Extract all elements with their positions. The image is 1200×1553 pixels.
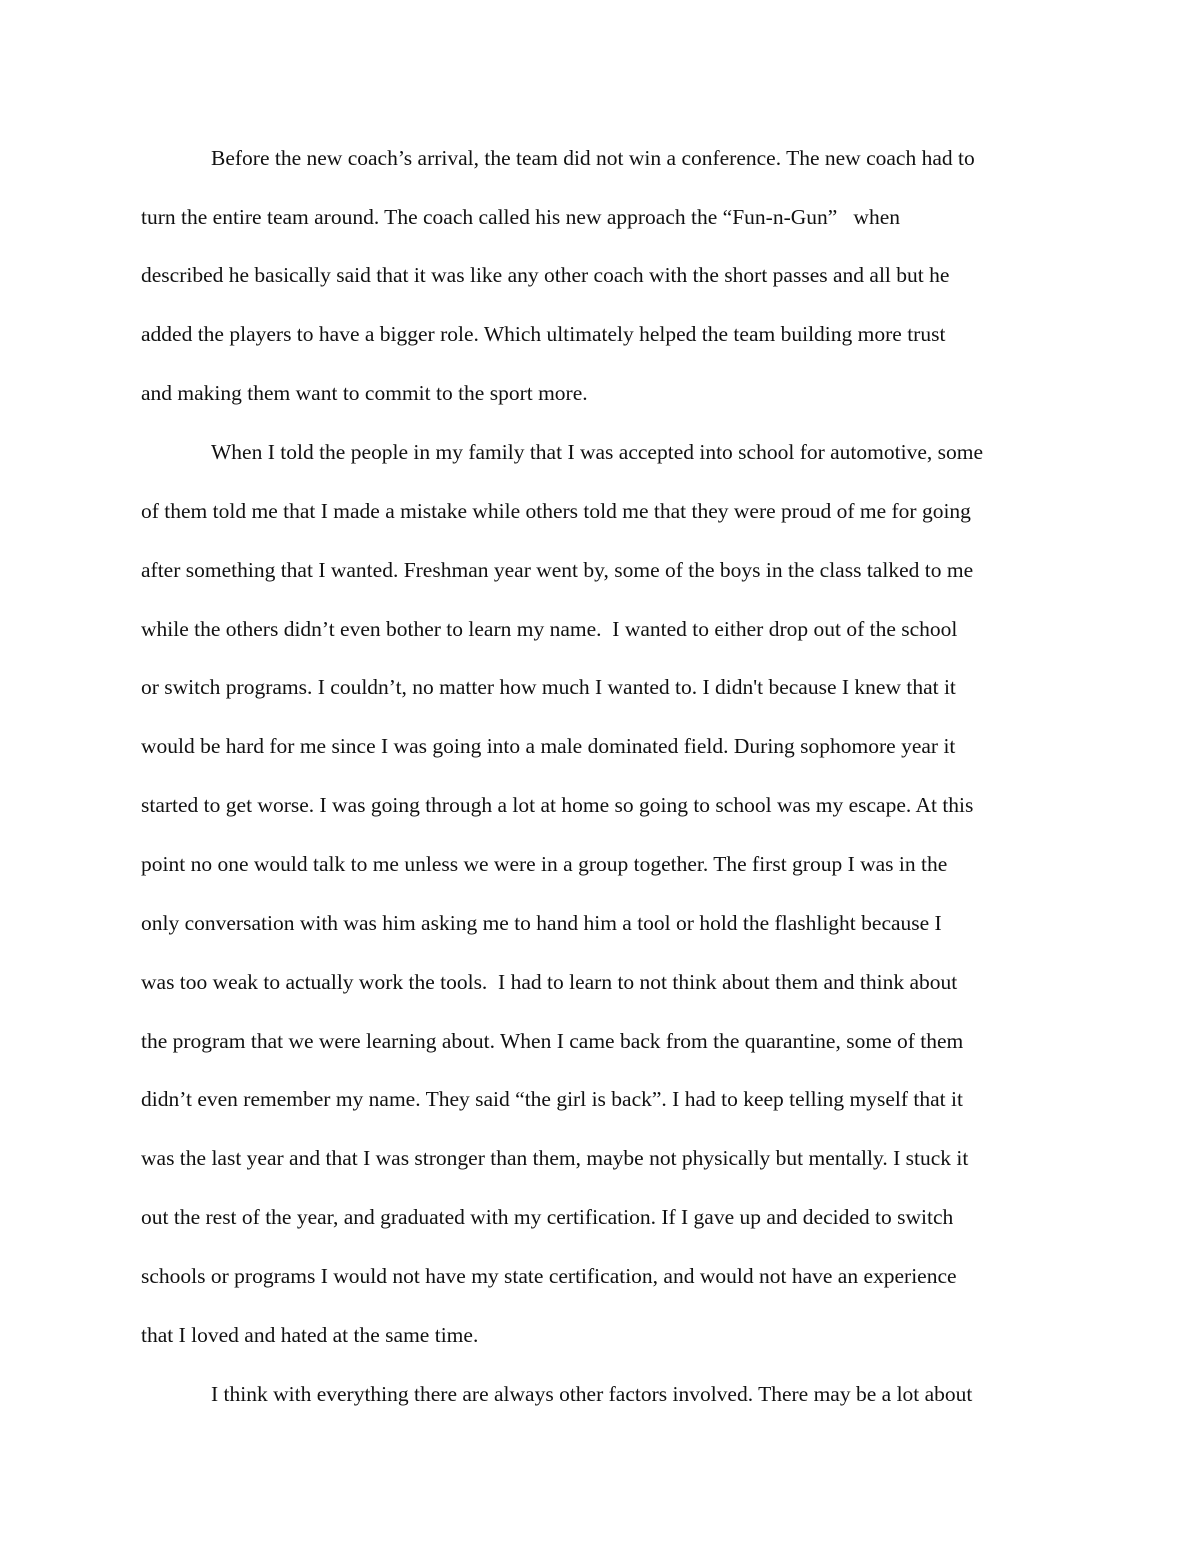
paragraph-2-line-9: only conversation with was him asking me to hand him a tool or hold the flashlight because I [141,911,942,935]
paragraph-2-line-11: the program that we were learning about. When I came back from the quarantine, some of them [141,1029,964,1053]
paragraph-2-line-5: or switch programs. I couldn’t, no matter how much I wanted to. I didn't because I knew that it [141,675,956,699]
paragraph-2-line-14: out the rest of the year, and graduated with my certification. If I gave up and decided to switch [141,1205,954,1229]
paragraph-2-line-7: started to get worse. I was going through a lot at home so going to school was my escape. At this [141,793,974,817]
paragraph-2-line-12: didn’t even remember my name. They said “the girl is back”. I had to keep telling myself that it [141,1087,963,1111]
paragraph-2-line-13: was the last year and that I was stronger than them, maybe not physically but mentally. I stuck it [141,1146,969,1170]
paragraph-1-line-2: turn the entire team around. The coach called his new approach the “Fun-n-Gun” when [141,205,900,229]
paragraph-2-line-15: schools or programs I would not have my state certification, and would not have an experience [141,1264,957,1288]
paragraph-1-line-4: added the players to have a bigger role. Which ultimately helped the team building more trust [141,322,946,346]
paragraph-2-line-1: When I told the people in my family that I was accepted into school for automotive, some [211,440,983,464]
paragraph-2-line-8: point no one would talk to me unless we were in a group together. The first group I was in the [141,852,948,876]
paragraph-3-line-1: I think with everything there are always other factors involved. There may be a lot about [211,1382,973,1406]
paragraph-2-line-3: after something that I wanted. Freshman year went by, some of the boys in the class talked to me [141,558,974,582]
paragraph-2-line-16: that I loved and hated at the same time. [141,1323,479,1347]
paragraph-2-line-4: while the others didn’t even bother to learn my name. I wanted to either drop out of the school [141,617,958,641]
paragraph-1-line-5: and making them want to commit to the sport more. [141,381,588,405]
paragraph-2-line-10: was too weak to actually work the tools. I had to learn to not think about them and think about [141,970,958,994]
paragraph-1-line-3: described he basically said that it was like any other coach with the short passes and all but he [141,263,950,287]
paragraph-2-line-2: of them told me that I made a mistake while others told me that they were proud of me for going [141,499,971,523]
paragraph-1-line-1: Before the new coach’s arrival, the team did not win a conference. The new coach had to [211,146,975,170]
paragraph-2-line-6: would be hard for me since I was going into a male dominated field. During sophomore year it [141,734,956,758]
